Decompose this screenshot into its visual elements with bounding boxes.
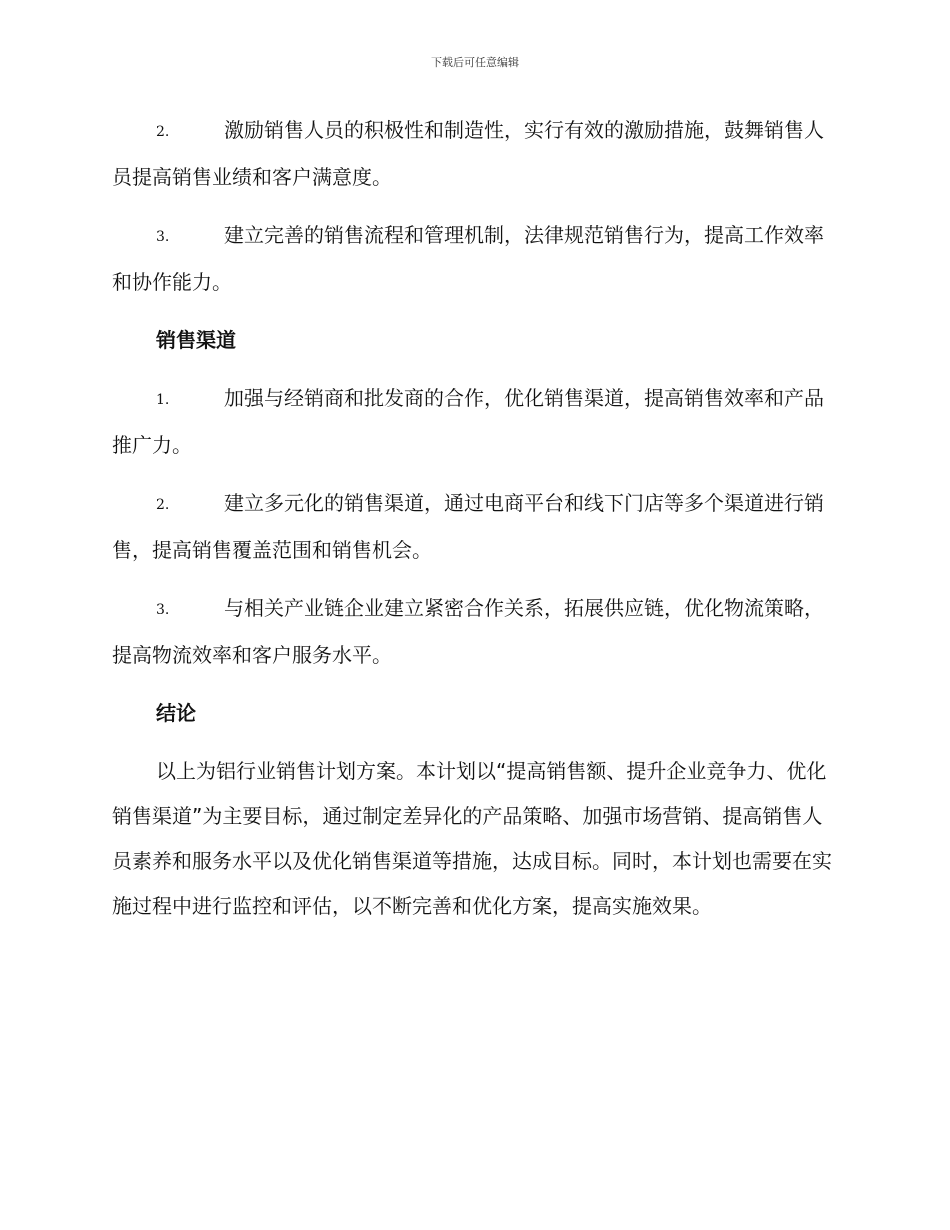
conclusion-paragraph: 以上为铝行业销售计划方案。本计划以“提高销售额、提升企业竞争力、优化销售渠道”为主要目标，通过制定差异化的产品策略、加强市场营销、提高销售人员素养和服务水平以及优化销售渠道等措施，达成目标。同时，本计划也需要在实施过程中进行监控和评估，以不断完善和优化方案，提高实施效果。	[112, 759, 832, 918]
list-text: 加强与经销商和批发商的合作，优化销售渠道，提高销售效率和产品推广力。	[112, 386, 824, 457]
list-item	[112, 481, 836, 573]
list-text: 激励销售人员的积极性和制造性，实行有效的激励措施，鼓舞销售人员提高销售业绩和客户满意度。	[112, 118, 824, 189]
list-number: 2.	[156, 124, 170, 140]
section-heading: 销售渠道	[156, 328, 236, 352]
list-number: 2.	[156, 497, 170, 513]
list-text: 与相关产业链企业建立紧密合作关系，拓展供应链，优化物流策略，提高物流效率和客户服务水平。	[112, 596, 824, 667]
list-number: 3.	[156, 229, 170, 245]
list-number: 1.	[156, 392, 170, 408]
list-item	[112, 376, 836, 468]
list-item	[112, 108, 836, 200]
list-item	[112, 213, 836, 305]
list-number: 3.	[156, 602, 170, 618]
header-note: 下载后可任意编辑	[431, 56, 519, 69]
list-text: 建立完善的销售流程和管理机制，法律规范销售行为，提高工作效率和协作能力。	[112, 223, 824, 294]
section-heading: 结论	[156, 701, 196, 725]
list-item	[112, 586, 836, 678]
document-body	[112, 108, 836, 929]
list-text: 建立多元化的销售渠道，通过电商平台和线下门店等多个渠道进行销售，提高销售覆盖范围和销售机会。	[112, 491, 824, 562]
